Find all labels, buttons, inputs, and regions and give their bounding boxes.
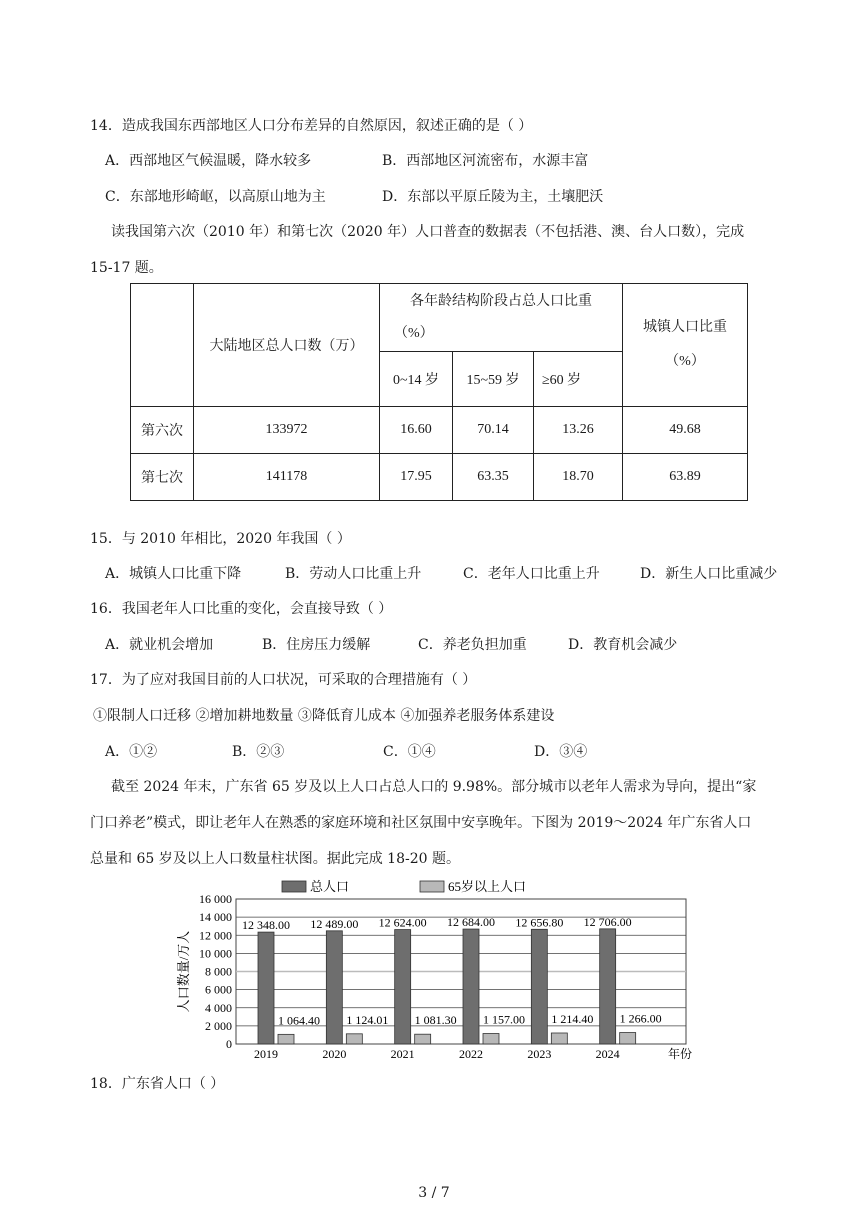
table-header-age-line1: 各年龄结构阶段占总人口比重: [410, 293, 592, 309]
intro2-line3: 总量和 65 岁及以上人口数量柱状图。据此完成 18-20 题。: [90, 851, 460, 867]
q14-option-c: C．东部地形崎岖，以高原山地为主: [105, 189, 326, 205]
legend-label-total: 总人口: [310, 879, 350, 894]
table-header-total: 大陆地区总人口数（万）: [194, 284, 380, 407]
legend-swatch-total: [282, 881, 306, 892]
bar-total-2023: [531, 929, 547, 1044]
table-row: [131, 407, 748, 454]
q17-option-d: D．③④: [534, 744, 588, 760]
table-cell-urban: 63.89: [623, 454, 748, 501]
data-label-65plus: 1 157.00: [483, 1012, 525, 1027]
q16-option-a: A．就业机会增加: [105, 637, 214, 653]
bar-total-2024: [600, 929, 616, 1044]
page-number: 3 / 7: [418, 1185, 450, 1201]
table-header-age-15-59: 15~59 岁: [453, 352, 534, 407]
table-corner: [131, 284, 194, 407]
table-cell-age-0-14: 17.95: [380, 454, 453, 501]
bar-65plus-2022: [483, 1034, 499, 1044]
table-cell-total: 133972: [194, 407, 380, 454]
q15-option-b: B．劳动人口比重上升: [285, 566, 422, 582]
legend-label-65plus: 65岁以上人口: [448, 879, 527, 894]
x-tick-label: 2019: [254, 1047, 278, 1061]
y-tick-label: 0: [226, 1037, 232, 1051]
y-tick-label: 4 000: [205, 1000, 232, 1015]
table-header-age: [380, 284, 623, 352]
data-label-65plus: 1 081.30: [414, 1013, 457, 1028]
q15-option-c: C．老年人口比重上升: [463, 566, 600, 582]
y-tick-label: 12 000: [199, 928, 232, 943]
data-label-total: 12 624.00: [378, 915, 427, 930]
data-label-65plus: 1 124.01: [346, 1012, 389, 1027]
y-tick-label: 8 000: [205, 964, 232, 979]
q16-option-b: B．住房压力缓解: [262, 637, 371, 653]
bar-total-2019: [258, 932, 274, 1044]
bar-total-2020: [326, 931, 342, 1044]
y-tick-label: 10 000: [199, 946, 232, 961]
data-label-65plus: 1 266.00: [619, 1011, 662, 1026]
intro1-line1: 读我国第六次（2010 年）和第七次（2020 年）人口普查的数据表（不包括港、澳、台人口数），完成: [111, 224, 745, 240]
data-label-total: 12 348.00: [242, 918, 290, 933]
data-label-total: 12 489.00: [310, 916, 359, 931]
x-axis-label: 年份: [668, 1047, 693, 1061]
q16-option-d: D．教育机会减少: [568, 637, 678, 653]
q14-option-d: D．东部以平原丘陵为主，土壤肥沃: [382, 189, 604, 205]
table-header-urban: [623, 284, 748, 407]
table-header-urban-line2: （%）: [665, 354, 705, 369]
table-cell-age-60: 18.70: [534, 454, 623, 501]
intro2-line1: 截至 2024 年末，广东省 65 岁及以上人口占总人口的 9.98%。部分城市以老年人需求为导向，提出“家: [111, 779, 757, 795]
q17-option-c: C．①④: [383, 744, 436, 760]
chart-legend: [282, 879, 526, 894]
table-cell-age-15-59: 70.14: [453, 407, 534, 454]
table-cell-age-60: 13.26: [534, 407, 623, 454]
y-axis-label: 人口数量/万人: [176, 930, 191, 1013]
q14-option-b: B．西部地区河流密布，水源丰富: [382, 153, 589, 169]
table-cell-age-0-14: 16.60: [380, 407, 453, 454]
q18-stem: 18．广东省人口（ ）: [90, 1076, 225, 1092]
bar-65plus-2019: [278, 1034, 294, 1044]
q14-stem: 14．造成我国东西部地区人口分布差异的自然原因，叙述正确的是（ ）: [90, 118, 533, 134]
bar-total-2021: [395, 930, 411, 1044]
table-cell-age-15-59: 63.35: [453, 454, 534, 501]
q15-stem: 15．与 2010 年相比，2020 年我国（ ）: [90, 531, 351, 547]
x-tick-label: 2024: [595, 1047, 620, 1061]
table-cell-total: 141178: [194, 454, 380, 501]
intro2-line2: 门口养老”模式，即让老年人在熟悉的家庭环境和社区氛围中安享晚年。下图为 2019～2024 年广东省人口: [90, 815, 752, 831]
table-header-age-line2: （%）: [394, 325, 434, 341]
y-tick-label: 2 000: [205, 1018, 232, 1033]
x-tick-label: 2022: [459, 1047, 483, 1061]
table-header-age-0-14: 0~14 岁: [380, 352, 453, 407]
table-row-label: 第六次: [131, 407, 194, 454]
q16-option-c: C．养老负担加重: [418, 637, 527, 653]
y-tick-label: 6 000: [205, 982, 232, 997]
data-label-65plus: 1 214.40: [551, 1011, 594, 1026]
q17-items: ①限制人口迁移 ②增加耕地数量 ③降低育儿成本 ④加强养老服务体系建设: [93, 708, 555, 724]
table-row-label: 第七次: [131, 454, 194, 501]
data-label-65plus: 1 064.40: [278, 1013, 320, 1028]
data-label-total: 12 656.80: [515, 915, 564, 930]
bar-65plus-2020: [346, 1034, 362, 1044]
bar-65plus-2024: [620, 1033, 636, 1044]
bar-total-2022: [463, 929, 479, 1044]
data-label-total: 12 706.00: [583, 914, 632, 929]
q17-option-a: A．①②: [105, 744, 158, 760]
y-tick-label: 16 000: [199, 892, 232, 906]
table-header-urban-line1: 城镇人口比重: [643, 320, 727, 335]
x-tick-label: 2021: [390, 1047, 415, 1061]
x-tick-label: 2020: [322, 1047, 347, 1061]
bar-65plus-2023: [551, 1033, 567, 1044]
x-tick-label: 2023: [527, 1047, 552, 1061]
q15-option-a: A．城镇人口比重下降: [105, 566, 242, 582]
table-cell-urban: 49.68: [623, 407, 748, 454]
q17-option-b: B．②③: [232, 744, 285, 760]
legend-swatch-65plus: [420, 881, 444, 892]
table-row: [131, 454, 748, 501]
census-table: [130, 283, 748, 501]
q16-stem: 16．我国老年人口比重的变化，会直接导致（ ）: [90, 601, 393, 617]
y-tick-label: 14 000: [199, 910, 232, 925]
q14-option-a: A．西部地区气候温暖，降水较多: [105, 153, 312, 169]
data-label-total: 12 684.00: [447, 915, 495, 930]
q17-stem: 17．为了应对我国目前的人口状况，可采取的合理措施有（ ）: [90, 672, 477, 688]
intro1-line2: 15-17 题。: [90, 260, 163, 276]
table-header-age-60: ≥60 岁: [534, 352, 623, 407]
bar-65plus-2021: [415, 1034, 431, 1044]
population-bar-chart: [170, 876, 700, 1066]
q15-option-d: D．新生人口比重减少: [640, 566, 778, 582]
